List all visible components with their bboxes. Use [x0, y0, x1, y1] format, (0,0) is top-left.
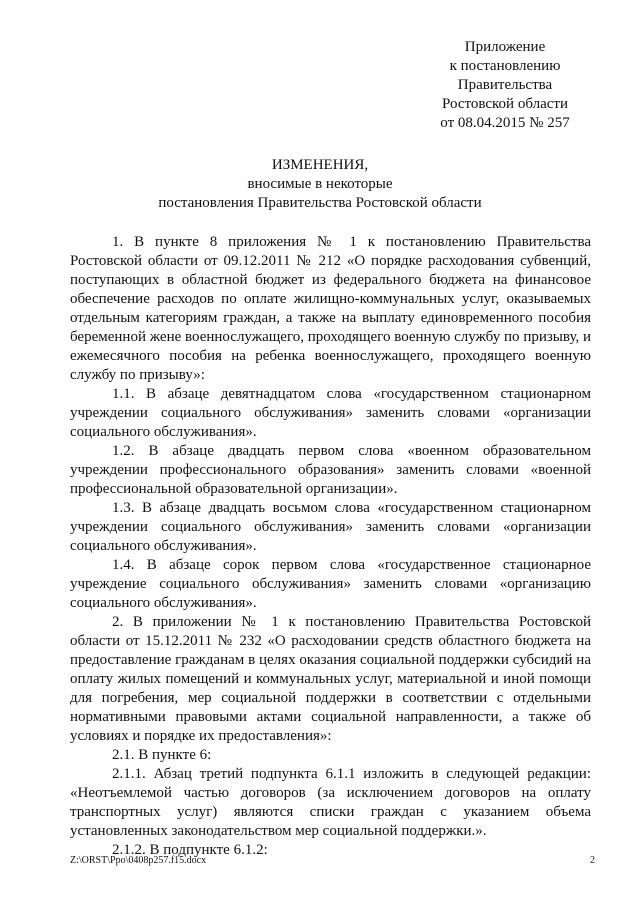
document-heading — [70, 156, 570, 213]
paragraph: 2.1.2. В подпункте 6.1.2: — [112, 842, 268, 858]
paragraph: 1.3. В абзаце двадцать восьмом слова «государственном стационарном учреждении социального обслуживания» заменить словами «организации социального обслуживания». — [70, 500, 591, 554]
appendix-line: к постановлению — [449, 58, 561, 74]
paragraph: 1.4. В абзаце сорок первом слова «государственное стационарное учреждение социального обслуживания» заменить словами «организацию социального обслуживания». — [70, 557, 591, 611]
paragraph: 1.1. В абзаце девятнадцатом слова «государственном стационарном учреждении социального обслуживания» заменить словами «организации социального обслуживания». — [70, 386, 591, 440]
paragraph: 1.2. В абзаце двадцать первом слова «военном образовательном учреждении профессионального образования» заменить словами «военной профессиональной образовательной организации». — [70, 443, 591, 497]
appendix-line: от 08.04.2015 № 257 — [440, 115, 570, 131]
appendix-line: Приложение — [464, 39, 546, 55]
paragraph: 2.1.1. Абзац третий подпункта 6.1.1 изложить в следующей редакции: «Неотъемлемой частью договоров (за исключением договоров на оплату транспортных услуг) являются списки граждан с указанием объема установленных законодательством мер социальной поддержки.». — [70, 766, 591, 839]
appendix-line: Правительства — [457, 77, 553, 93]
appendix-block — [400, 38, 610, 133]
heading-subtitle-line: вносимые в некоторые — [247, 176, 393, 192]
paragraph: 1. В пункте 8 приложения № 1 к постановлению Правительства Ростовской области от 09.12.2011 № 212 «О порядке расходования субвенций, поступающих в областной бюджет из федерального бюджета на финансовое обеспечение расходов по оплате жилищно-коммунальных услуг, оказываемых отдельным категориям граждан, а также на выплату единовременного пособия беременной жене военнослужащего, проходящего военную службу по призыву, и ежемесячного пособия на ребенка военнослужащего, проходящего военную службу по призыву»: — [70, 234, 591, 383]
paragraph: 2.1. В пункте 6: — [112, 747, 212, 763]
paragraph: 2. В приложении № 1 к постановлению Правительства Ростовской области от 15.12.2011 № 232 «О расходовании средств областного бюджета на предоставление гражданам в целях оказания социальной поддержки субсидий на оплату жилых помещений и коммунальных услуг, материальной и иной помощи для погребения, мер социальной поддержки в соответствии с отдельными нормативными правовыми актами социальной направленности, а также об условиях и порядке их предоставления»: — [70, 614, 591, 744]
appendix-line: Ростовской области — [442, 96, 568, 112]
heading-subtitle-line: постановления Правительства Ростовской области — [158, 195, 482, 211]
footer-file-path: Z:\ORST\Ppo\0408p257.f15.docx — [70, 855, 207, 866]
heading-title: ИЗМЕНЕНИЯ, — [271, 157, 369, 173]
page-number: 2 — [590, 855, 595, 866]
document-body — [70, 233, 591, 860]
